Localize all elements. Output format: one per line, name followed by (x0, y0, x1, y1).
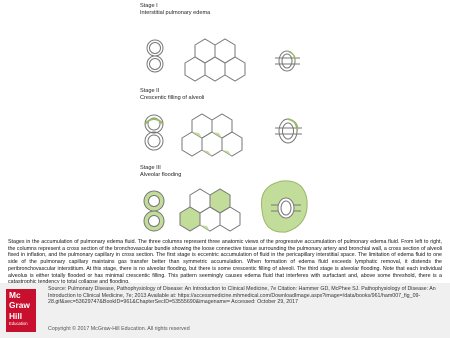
stage-3-alveoli (180, 189, 240, 231)
stage-1-row (147, 39, 300, 81)
logo-line-3: Hill (9, 310, 23, 321)
stage-3-number: Stage III (140, 165, 161, 171)
stage-1-alveoli (185, 39, 245, 81)
stage-3-bronchovascular-bundle (144, 191, 164, 231)
stage-3-name: Alveolar flooding (140, 171, 182, 178)
source-citation: Source: Pulmonary Disease, Pathophysiology of Disease: An Introduction to Clinical Medicine, 7e Citation: Hammer GD, McPhee SJ. Pathophysiology of Disease: An Introduction to Clinical Medicine, 7e; 2013 Available at: https://accessmedicine.mhmedical.com/DownloadImage.aspx?image=/data/books/961/ham007_fig_09-28.gif&sec=53629747&BookID=961&ChapterSecID=53555690&imagename= Accessed: October 29, 2017 (48, 286, 436, 306)
stage-2-row (145, 114, 302, 156)
mcgraw-hill-logo (6, 289, 36, 332)
copyright-notice: Copyright © 2017 McGraw-Hill Education. All rights reserved (48, 326, 190, 332)
logo-line-4: Education (9, 321, 28, 327)
logo-line-2: Graw (9, 300, 30, 311)
stage-2-alveoli (182, 114, 242, 156)
stage-3-row (144, 181, 307, 232)
stage-1-name: Interstitial pulmonary edema (140, 9, 211, 16)
stage-1-bronchovascular-bundle (147, 40, 163, 72)
stage-3-capillary (261, 181, 307, 232)
stage-2-name: Crescentic filling of alveoli (140, 94, 205, 101)
figure-caption: Stages in the accumulation of pulmonary edema fluid. The three columns represent three anatomic views of the progressive accumulation of pulmonary edema fluid. From left to right, the columns represent a cross section of the bronchovascular bundle showing the loose connective tissue surrounding the pulmonary artery and bronchial wall, a cross section of alveoli fixed in inflation, and the pulmonary capillary in cross section. The first stage is eccentric accumulation of fluid in the pericapillary interstitial space. The limitation of edema fluid to one side of the pulmonary capillary maintains gas transfer better than symmetric accumulation. When formation of edema fluid exceeds lymphatic removal, it distends the peribronchovascular interstitium. At this stage, there is no alveolar flooding, but there is some crescentic filling of alveoli. The third stage is alveolar flooding. Note that each individual alveolus is either totally flooded or has minimal crescentic filling. This pattern seemingly causes edema fluid that interferes with surfactant and, above some threshold, there is a (8, 239, 442, 279)
stage-2-capillary (275, 119, 302, 143)
stage-2-bronchovascular-bundle (145, 115, 163, 150)
logo-line-1: Mc (9, 290, 21, 300)
stage-1-number: Stage I (140, 3, 158, 9)
stage-1-capillary (275, 51, 300, 71)
stage-2-number: Stage II (140, 88, 160, 94)
